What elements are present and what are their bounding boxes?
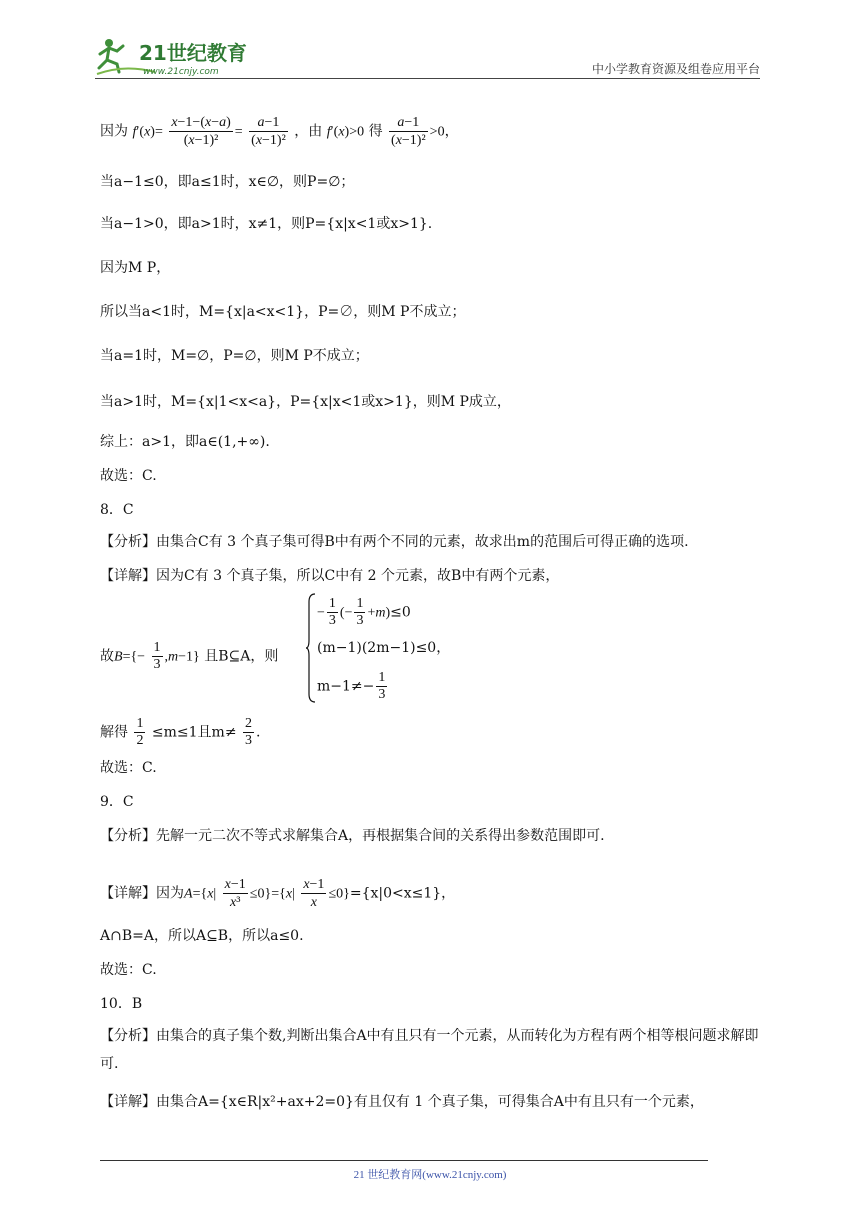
system-row-2: (m−1)(2m−1)≤0， (317, 640, 451, 656)
analysis-line: 【分析】由集合的真子集个数,判断出集合A中有且只有一个元素，从而转化为方程有两个相等根问题求解即可. (100, 1028, 759, 1072)
set-b-line: 故B={− $\frac{1}{3}$ ,m−1} 且B⊆A，则 (100, 640, 279, 672)
question-number: 9．C (100, 794, 134, 810)
analysis-line: 【分析】先解一元二次不等式求解集合A，再根据集合间的关系得出参数范围即可. (100, 828, 605, 844)
system-row-3: m−1≠− $\frac{1}{3}$ (317, 670, 386, 702)
text-line: 故选：C. (100, 962, 157, 978)
footer-text: 21 世纪教育网(www.21cnjy.com) (353, 1169, 507, 1181)
brace-icon (305, 592, 317, 704)
question-number: 8．C (100, 502, 134, 518)
logo-text: 21世纪教育 (139, 41, 247, 65)
header-divider (95, 78, 760, 79)
text-line: 故选：C. (100, 468, 157, 484)
fraction-2: $\frac{a-1}{\text{(x−1)²}}$ (251, 115, 286, 148)
fraction-third: $\frac{1}{3}$ (153, 640, 161, 672)
header-platform-name: 中小学教育资源及组卷应用平台 (591, 62, 760, 76)
fraction-1: $\frac{x-1-(x-a)}{\text{(x−1)²}}$ (171, 115, 231, 148)
text-line: 故选：C. (100, 760, 157, 776)
fraction-3: $\frac{a-1}{\text{(x−1)²}}$ (391, 115, 426, 148)
logo-url: www.21cnjy.com (143, 67, 219, 77)
text-line: 因为M P， (100, 260, 171, 276)
text-line: 所以当a<1时，M={x|a<x<1}，P=∅，则M P不成立； (100, 304, 466, 320)
derivative-line: 因为 f′(x)= $\frac{x-1-(x-a)}{\text{(x−1)²}}$ = $\frac{a-1}{\text{(x−1)²}}$ ，由 f′(x)>0 得 $\frac{a-1}{\text{(x−1)²}}$ >0， (100, 115, 459, 148)
footer-divider (100, 1160, 708, 1161)
page-header (95, 30, 760, 80)
text-line: 当a>1时，M={x|1<x<a}，P={x|x<1或x>1}，则M P成立， (100, 394, 511, 410)
set-a-line: 【详解】因为A={x| $\frac{x-1}{\text{x³}}$ ≤0}={x| $\frac{x-1}{x}$ ≤0}={x|0<x≤1}， (100, 877, 456, 910)
text-line: 当a=1时，M=∅，P=∅，则M P不成立； (100, 348, 369, 364)
detail-line: 【详解】由集合A={x∈R|x²+ax+2=0}有且仅有 1 个真子集，可得集合A中有且只有一个元素， (100, 1094, 704, 1110)
system-row-1: − $\frac{1}{3}$ (− $\frac{1}{3}$ +m)≤0 (317, 596, 411, 628)
text-line: 综上：a>1，即a∈(1,+∞). (100, 434, 270, 450)
detail-line: 【详解】因为C有 3 个真子集，所以C中有 2 个元素，故B中有两个元素， (100, 568, 560, 584)
text-line: 当a−1≤0，即a≤1时，x∈∅，则P=∅； (100, 174, 355, 190)
analysis-line: 【分析】由集合C有 3 个真子集可得B中有两个不同的元素，故求出m的范围后可得正确的选项. (100, 534, 689, 550)
inequality-system (305, 592, 505, 704)
logo (95, 34, 265, 78)
question-number: 10．B (100, 996, 143, 1012)
solution-line: 解得 $\frac{1}{2}$ ≤m≤1且m≠ $\frac{2}{3}$ . (100, 716, 261, 748)
text-line: 当a−1>0，即a>1时，x≠1，则P={x|x<1或x>1}. (100, 216, 433, 232)
text-line: A∩B=A，所以A⊆B，所以a≤0. (100, 928, 304, 944)
